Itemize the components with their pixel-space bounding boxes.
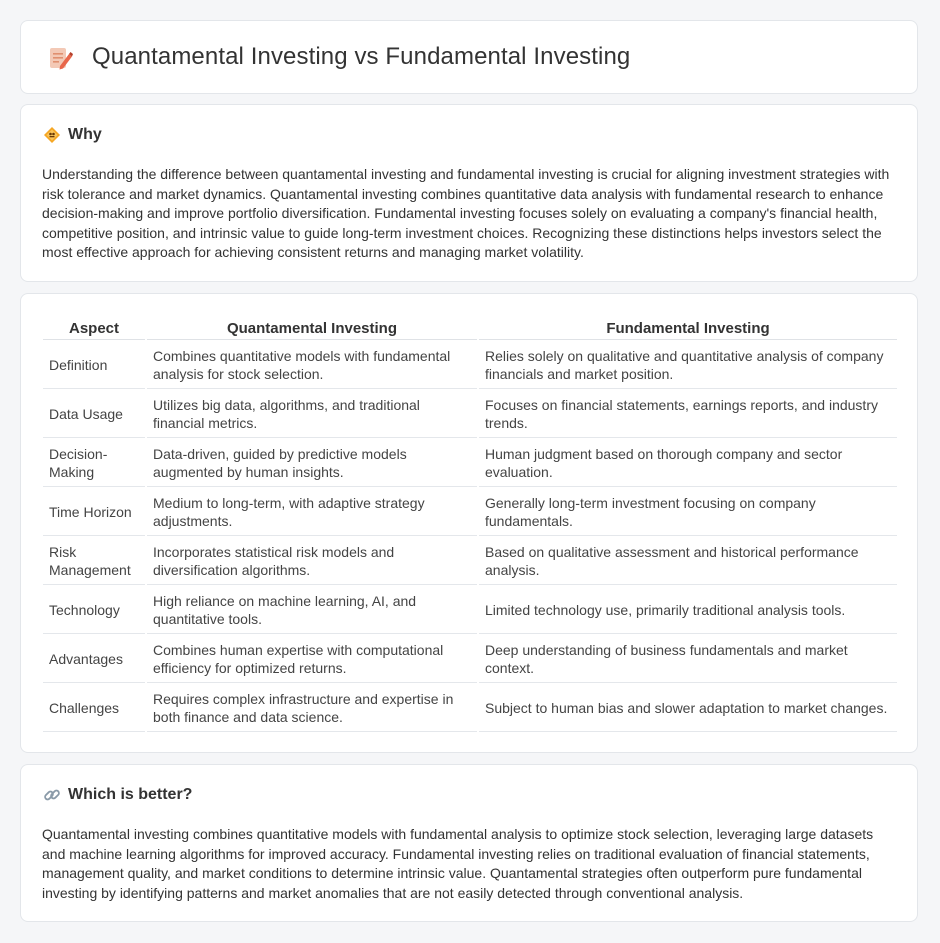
aspect-cell: Data Usage xyxy=(43,391,145,438)
aspect-cell: Risk Management xyxy=(43,538,145,585)
aspect-cell: Time Horizon xyxy=(43,489,145,536)
why-text: Understanding the difference between quantamental investing and fundamental investing is crucial for aligning investment strategies with risk tolerance and market dynamics. Quantamental investing combines quantitative data analysis with fundamental research to enhance decision-making and improve portfolio diversification. Fundamental investing focuses solely on evaluating a company's financial health, competitive position, and intrinsic value to guide long-term investment choices. Recognizing these distinctions helps investors select the most effective approach for achieving consistent returns and managing market volatility. xyxy=(42,166,890,261)
header-fundamental: Fundamental Investing xyxy=(479,318,897,340)
better-section xyxy=(20,764,918,922)
aspect-cell: Decision-Making xyxy=(43,440,145,487)
table-row xyxy=(43,342,897,389)
title-card xyxy=(20,20,918,94)
header-quantamental: Quantamental Investing xyxy=(147,318,477,340)
aspect-cell: Challenges xyxy=(43,685,145,732)
table-row xyxy=(43,489,897,536)
quantamental-cell: Requires complex infrastructure and expertise in both finance and data science. xyxy=(147,685,477,732)
fundamental-cell: Based on qualitative assessment and historical performance analysis. xyxy=(479,538,897,585)
table-row xyxy=(43,587,897,634)
quantamental-cell: High reliance on machine learning, AI, and quantitative tools. xyxy=(147,587,477,634)
quantamental-cell: Medium to long-term, with adaptive strategy adjustments. xyxy=(147,489,477,536)
page-title: Quantamental Investing vs Fundamental Investing xyxy=(92,43,631,70)
better-heading: Which is better? xyxy=(68,786,193,803)
fundamental-cell: Generally long-term investment focusing on company fundamentals. xyxy=(479,489,897,536)
table-row xyxy=(43,440,897,487)
better-header xyxy=(43,786,192,804)
fundamental-cell: Limited technology use, primarily traditional analysis tools. xyxy=(479,587,897,634)
diamond-sign-icon xyxy=(43,126,61,144)
why-section xyxy=(20,104,918,282)
why-header xyxy=(43,126,102,144)
table-row xyxy=(43,636,897,683)
quantamental-cell: Utilizes big data, algorithms, and traditional financial metrics. xyxy=(147,391,477,438)
document-pencil-icon xyxy=(47,45,73,71)
aspect-cell: Technology xyxy=(43,587,145,634)
quantamental-cell: Data-driven, guided by predictive models augmented by human insights. xyxy=(147,440,477,487)
table-row xyxy=(43,391,897,438)
fundamental-cell: Subject to human bias and slower adaptation to market changes. xyxy=(479,685,897,732)
aspect-cell: Advantages xyxy=(43,636,145,683)
fundamental-cell: Relies solely on qualitative and quantitative analysis of company financials and market position. xyxy=(479,342,897,389)
quantamental-cell: Combines human expertise with computational efficiency for optimized returns. xyxy=(147,636,477,683)
aspect-cell: Definition xyxy=(43,342,145,389)
link-icon xyxy=(43,786,61,804)
quantamental-cell: Combines quantitative models with fundamental analysis for stock selection. xyxy=(147,342,477,389)
header-aspect: Aspect xyxy=(43,318,145,340)
table-row xyxy=(43,538,897,585)
fundamental-cell: Human judgment based on thorough company and sector evaluation. xyxy=(479,440,897,487)
comparison-table xyxy=(41,316,899,734)
quantamental-cell: Incorporates statistical risk models and diversification algorithms. xyxy=(147,538,477,585)
fundamental-cell: Focuses on financial statements, earnings reports, and industry trends. xyxy=(479,391,897,438)
better-text: Quantamental investing combines quantitative models with fundamental analysis to optimize stock selection, leveraging large datasets and machine learning algorithms for improved accuracy. Fundamental investing relies on traditional evaluation of financial statements, management quality, and market conditions to determine intrinsic value. Quantamental strategies often outperform pure fundamental investing by identifying patterns and market anomalies that are not easily detected through conventional analysis. xyxy=(42,826,874,901)
fundamental-cell: Deep understanding of business fundamentals and market context. xyxy=(479,636,897,683)
why-heading: Why xyxy=(68,126,102,143)
table-header-row xyxy=(43,318,897,340)
comparison-card xyxy=(20,293,918,753)
table-row xyxy=(43,685,897,732)
